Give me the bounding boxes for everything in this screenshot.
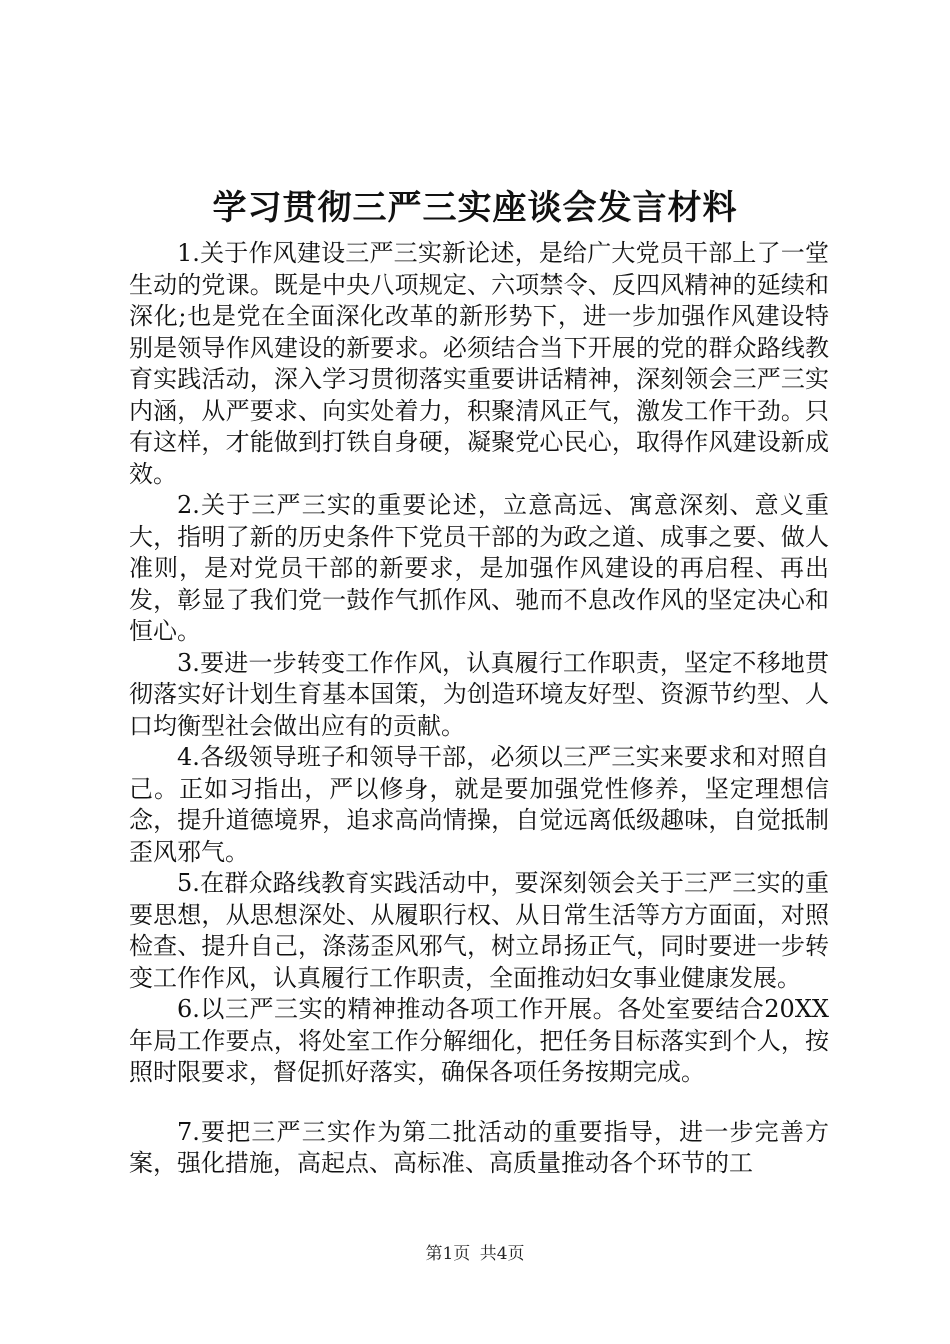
paragraph-1: 1.关于作风建设三严三实新论述，是给广大党员干部上了一堂生动的党课。既是中央八项规定、六项禁令、反四风精神的延续和深化;也是党在全面深化改革的新形势下，进一步加强作风建设特别是领导作风建设的新要求。必须结合当下开展的党的群众路线教育实践活动，深入学习贯彻落实重要讲话精神，深刻领会三严三实内涵，从严要求、向实处着力，积聚清风正气，激发工作干劲。只有这样，才能做到打铁自身硬，凝聚党心民心，取得作风建设新成效。: [129, 239, 829, 488]
paragraph-3: 3.要进一步转变工作作风，认真履行工作职责，坚定不移地贯彻落实好计划生育基本国策，为创造环境友好型、资源节约型、人口均衡型社会做出应有的贡献。: [129, 648, 829, 740]
paragraph-4: 4.各级领导班子和领导干部，必须以三严三实来要求和对照自己。正如习指出，严以修身，就是要加强党性修养，坚定理想信念，提升道德境界，追求高尚情操，自觉远离低级趣味，自觉抵制歪风邪气。: [129, 743, 829, 866]
paragraph-7: 7.要把三严三实作为第二批活动的重要指导，进一步完善方案，强化措施，高起点、高标准、高质量推动各个环节的工: [129, 1117, 829, 1177]
document-title: 学习贯彻三严三实座谈会发言材料: [212, 188, 738, 228]
document-body: [129, 238, 829, 1180]
paragraph-2: 2.关于三严三实的重要论述，立意高远、寓意深刻、意义重大，指明了新的历史条件下党员干部的为政之道、成事之要、做人准则，是对党员干部的新要求，是加强作风建设的再启程、再出发，彰显了我们党一鼓作气抓作风、驰而不息改作风的坚定决心和恒心。: [129, 491, 829, 645]
paragraph-6: 6.以三严三实的精神推动各项工作开展。各处室要结合20XX年局工作要点，将处室工作分解细化，把任务目标落实到个人，按照时限要求，督促抓好落实，确保各项任务按期完成。: [129, 995, 829, 1086]
page-footer: [0, 1242, 950, 1266]
page-total: 共4页: [479, 1244, 525, 1264]
page-number: 第1页: [425, 1244, 471, 1264]
paragraph-5: 5.在群众路线教育实践活动中，要深刻领会关于三严三实的重要思想，从思想深处、从履职行权、从日常生活等方方面面，对照检查、提升自己，涤荡歪风邪气，树立昂扬正气，同时要进一步转变工作作风，认真履行工作职责，全面推动妇女事业健康发展。: [129, 869, 829, 992]
